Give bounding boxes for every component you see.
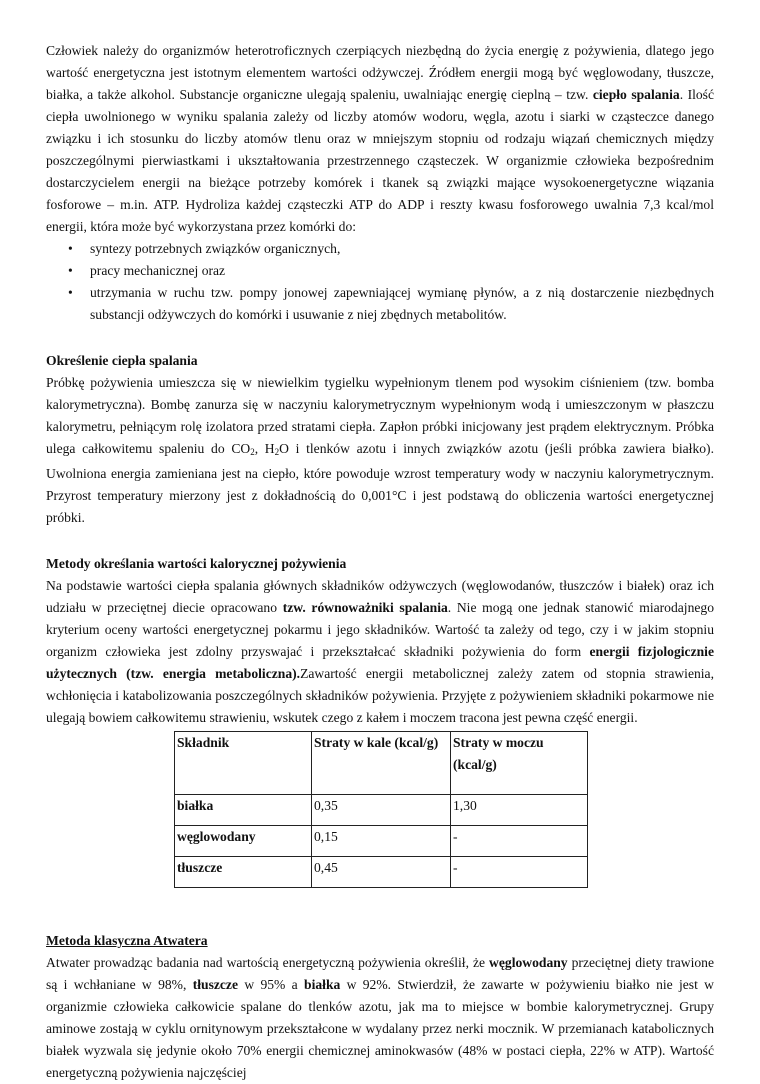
table-header-cell: Składnik [175,732,312,795]
section-heading-caloric-methods: Metody określania wartości kalorycznej pożywienia [46,556,347,571]
table-cell: - [451,826,588,857]
intro-text-b: . Ilość ciepła uwolnionego w wyniku spalania zależy od liczby atomów wodoru, węgla, azotu i siarki w cząsteczce danego związku i ich stosunku do liczby atomów tlenu oraz w mniejszym stopniu od rodzaju wiązań chemicznych między poszczególnymi pierwiastkami i ukształtowania przestrzennego cząsteczek. W organizmie człowieka bezpośrednim dostarczycielem energii na bieżące potrzeby komórek i tkanek są związki mające wysokoenergetyczne wiązania fosforowe – m.in. ATP. Hydroliza każdej cząsteczki ATP do ADP i reszty kwasu fosforowego uwalnia 7,3 kcal/mol energii, która może być wykorzystana przez komórki do: [46,87,714,234]
bullet-icon: • [68,241,73,256]
table-cell: 0,45 [312,857,451,888]
section2-bold-a: tzw. równoważniki spalania [282,600,448,615]
table-header-cell: Straty w kale (kcal/g) [312,732,451,795]
section2-bold-b: energii fizjologicznie użytecznych (tzw. energia metaboliczna). [46,644,714,681]
section3-bold-proteins: białka [304,977,341,992]
subscript: 2 [250,447,255,457]
section3-text-b: przeciętnej diety trawione są i wchłaniane w 98%, [46,955,714,992]
section1-text-b: , H [254,441,275,456]
list-item-text: pracy mechanicznej oraz [90,263,226,278]
table-cell: 1,30 [451,795,588,826]
table-row [175,795,588,826]
list-item [46,260,714,282]
section2-text-a: Na podstawie wartości ciepła spalania głównych składników odżywczych (węglowodanów, tłuszczów i białek) oraz ich udziału w przeciętnej diecie opracowano [46,578,714,615]
intro-bold-term: ciepło spalania [592,87,680,102]
atp-usage-list [46,238,714,326]
table-cell: tłuszcze [175,857,312,888]
table-cell: węglowodany [175,826,312,857]
section-heading-combustion-heat: Określenie ciepła spalania [46,353,198,368]
intro-paragraph [46,40,714,238]
table-header-cell: Straty w moczu (kcal/g) [451,732,588,795]
table-header-row [175,732,588,795]
table-row [175,826,588,857]
section2-text-c: Zawartość energii metabolicznej zależy zatem od stopnia strawienia, wchłonięcia i katabolizowania poszczególnych składników pożywienia. Przyjęte z pożywieniem składniki pokarmowe nie ulegają bowiem całkowitemu strawieniu, wskutek czego z kałem i moczem tracona jest pewna część energii. [46,666,714,725]
section2-paragraph [46,575,714,729]
list-item [46,282,714,326]
section-heading-atwater: Metoda klasyczna Atwatera [46,933,208,948]
section1-text-c: O i tlenków azotu i innych związków azotu (jeśli próbka zawiera białko). Uwolniona energia zamieniana jest na ciepło, które powoduje wzrost temperatury wody w naczyniu kalorymetrycznym. Przyrost temperatury mierzony jest z dokładnością do 0,001°C i jest podstawą do obliczenia wartości energetycznej próbki. [46,441,714,525]
list-item-text: utrzymania w ruchu tzw. pompy jonowej zapewniającej wymianę płynów, a z nią dostarczenie niezbędnych substancji odżywczych do komórki i usuwanie z niej zbędnych metabolitów. [90,285,714,322]
section2-text-b: . Nie mogą one jednak stanowić miarodajnego kryterium oceny wartości energetycznej pokarmu i jego składników. Wartość ta zależy od tego, czy i w jakim stopniu organizm człowieka jest zdolny przyswajać i przekształcać składniki pożywienia do form [46,600,714,659]
document-page [46,40,714,1084]
energy-loss-table [174,731,588,888]
section3-text-a: Atwater prowadząc badania nad wartością energetyczną pożywienia określił, że [46,955,490,970]
table-cell: 0,15 [312,826,451,857]
list-item [46,238,714,260]
section3-paragraph [46,952,714,1084]
table-cell: 0,35 [312,795,451,826]
section3-text-c: w 95% a [238,977,305,992]
intro-text-a: Człowiek należy do organizmów heterotroficznych czerpiących niezbędną do życia energię z pożywienia, dlatego jego wartość energetyczna jest istotnym elementem wartości odżywczej. Źródłem energii mogą być węglowodany, tłuszcze, białka, a także alkohol. Substancje organiczne ulegają spaleniu, uwalniając energię cieplną – tzw. [46,43,714,102]
section3-bold-carbs: węglowodany [489,955,568,970]
list-item-text: syntezy potrzebnych związków organicznych, [90,241,341,256]
subscript: 2 [274,447,280,457]
bullet-icon: • [68,285,73,300]
section3-bold-fats: tłuszcze [192,977,238,992]
section1-paragraph [46,372,714,529]
section1-text-a: Próbkę pożywienia umieszcza się w niewielkim tygielku wypełnionym tlenem pod wysokim ciśnieniem (tzw. bomba kalorymetryczna). Bombę zanurza się w naczyniu kalorymetrycznym wypełnionym wodą i umieszczonym w płaszczu kalorymetru, pełniącym rolę izolatora przed stratami ciepła. Zapłon próbki inicjowany jest prądem elektrycznym. Próbka ulega całkowitemu spaleniu do CO [46,375,714,456]
table-cell: - [451,857,588,888]
table-cell: białka [175,795,312,826]
table-row [175,857,588,888]
bullet-icon: • [68,263,73,278]
section3-text-d: w 92%. Stwierdził, że zawarte w pożywieniu białko nie jest w organizmie człowieka całkowicie spalane do tlenków azotu, jak ma to miejsce w bombie kalorymetrycznej. Grupy aminowe zostają w cyklu ornitynowym przekształcone w wydalany przez nerki mocznik. W przemianach katabolicznych białek wyzwala się jedynie około 70% energii chemicznej aminokwasów (48% w postaci ciepła, 22% w ATP). Wartość energetyczną pożywienia najczęściej [46,977,714,1080]
